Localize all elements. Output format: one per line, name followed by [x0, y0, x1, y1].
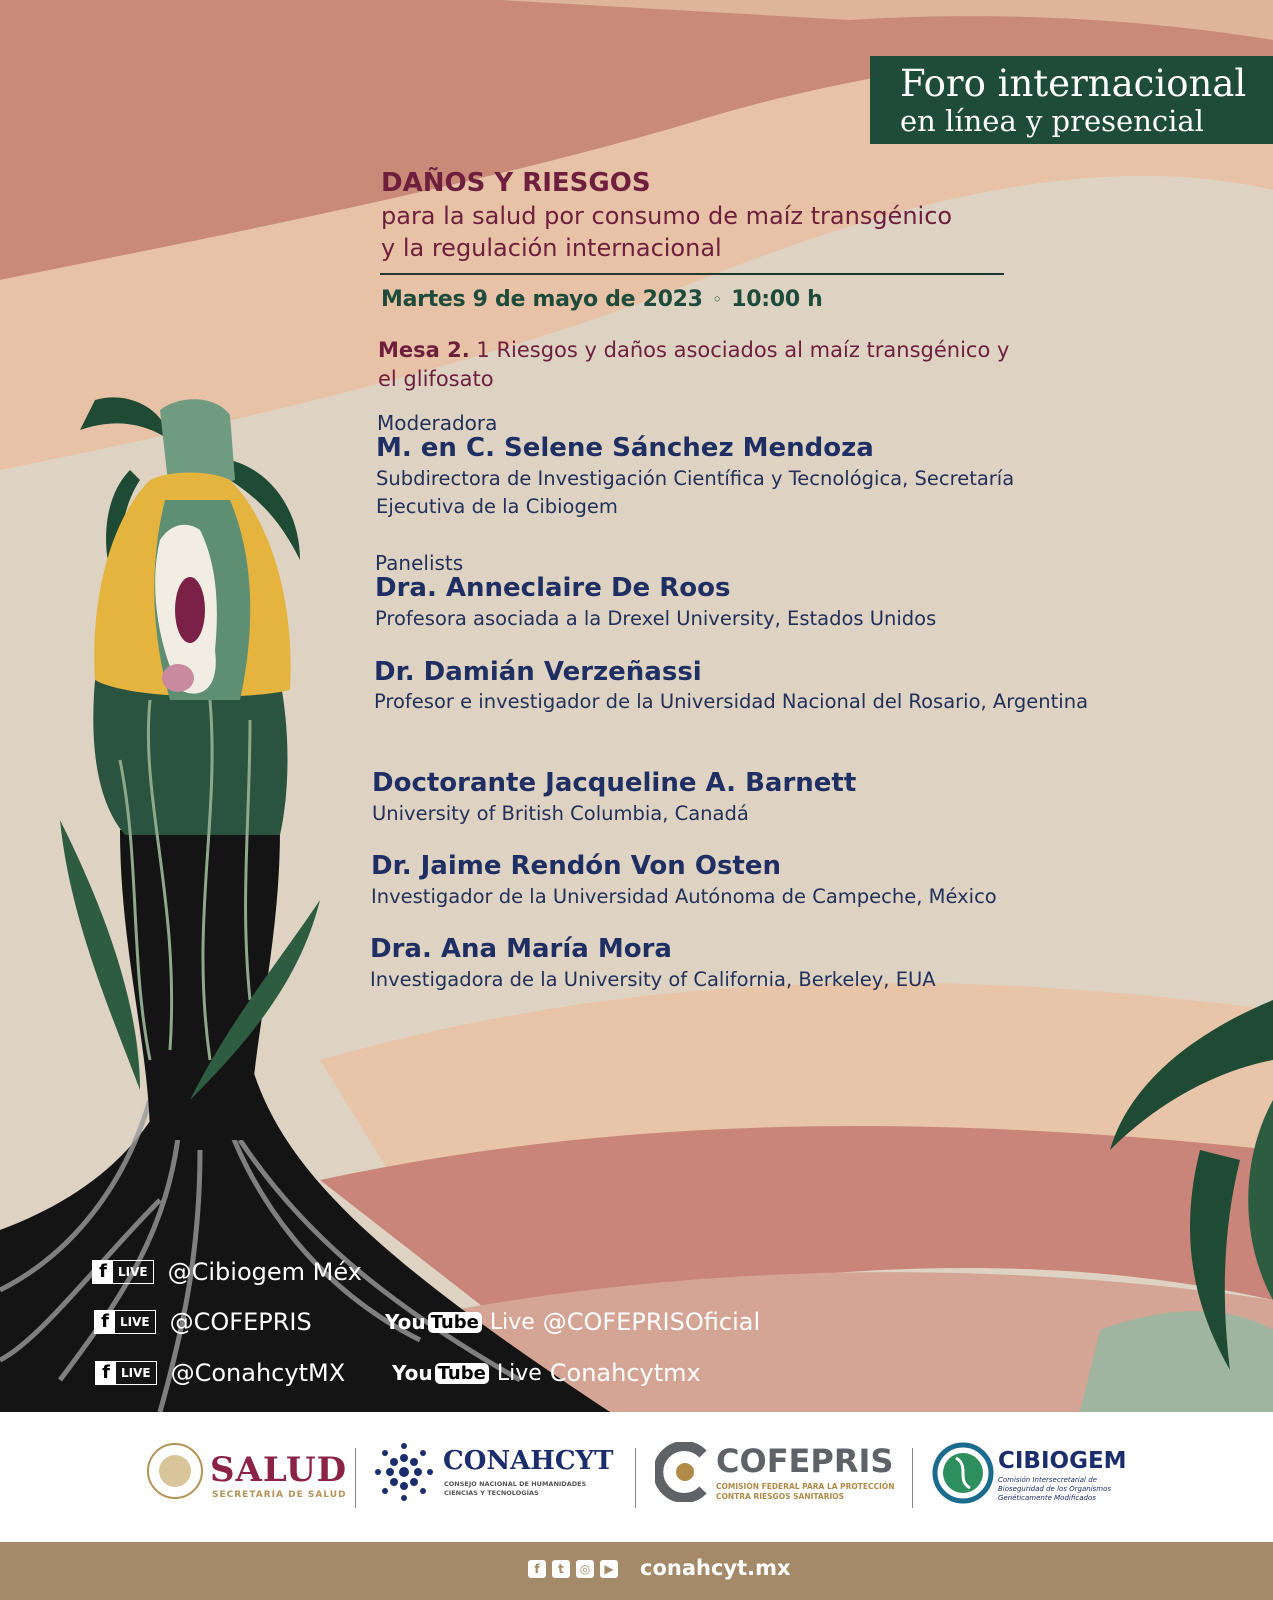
panelist-name: Dr. Jaime Rendón Von Osten	[371, 851, 782, 881]
logo-divider	[355, 1448, 356, 1508]
facebook-live-cofepris[interactable]	[94, 1308, 312, 1336]
event-time: 10:00 h	[731, 287, 823, 312]
salud-logo: SALUD	[210, 1450, 348, 1490]
instagram-icon[interactable]: ◎	[576, 1560, 594, 1578]
facebook-live-cibiogem[interactable]	[92, 1258, 362, 1286]
panelist-description: Profesor e investigador de la Universidad Nacional del Rosario, Argentina	[374, 690, 1089, 713]
youtube-handle[interactable]: Conahcytmx	[549, 1359, 701, 1387]
youtube-icon: You Tube Live	[385, 1309, 535, 1335]
cofepris-logo-subtitle: COMISIÓN FEDERAL PARA LA PROTECCIÓN CONTRA RIESGOS SANITARIOS	[716, 1482, 895, 1501]
footer-website-link[interactable]: conahcyt.mx	[640, 1556, 791, 1580]
moderator-name: M. en C. Selene Sánchez Mendoza	[376, 433, 874, 463]
moderator-role: Moderadora	[377, 411, 498, 435]
mexico-coat-of-arms-icon	[146, 1442, 204, 1500]
event-subtitle-line-1: para la salud por consumo de maíz transgénico	[381, 202, 953, 230]
panelist-description: Profesora asociada a la Drexel University, Estados Unidos	[375, 607, 937, 630]
facebook-live-icon: f LIVE	[92, 1260, 154, 1284]
facebook-handle[interactable]: @COFEPRIS	[169, 1308, 312, 1336]
twitter-icon[interactable]: t	[552, 1560, 570, 1578]
footer-social-icons	[528, 1560, 618, 1578]
title-divider	[380, 273, 1004, 275]
cofepris-emblem-icon	[655, 1442, 711, 1502]
facebook-live-icon: f LIVE	[94, 1310, 156, 1334]
footer-bar	[0, 1542, 1273, 1600]
panelist-description: University of British Columbia, Canadá	[372, 802, 749, 825]
facebook-live-conahcyt[interactable]	[95, 1359, 345, 1387]
panelist-name: Dra. Anneclaire De Roos	[375, 573, 731, 603]
panel-topic-text: 1 Riesgos y daños asociados al maíz transgénico y el glifosato	[378, 338, 1010, 391]
badge-line-2: en línea y presencial	[900, 104, 1204, 138]
event-subtitle	[381, 200, 1021, 264]
panelist-description: Investigador de la Universidad Autónoma de Campeche, México	[371, 885, 997, 908]
youtube-live-cofepris[interactable]	[385, 1308, 760, 1336]
panel-topic	[378, 336, 1018, 394]
youtube-icon: You Tube Live	[392, 1360, 542, 1386]
panel-topic-label: Mesa 2.	[378, 338, 470, 362]
panelist-name: Doctorante Jacqueline A. Barnett	[372, 768, 857, 798]
moderator-description: Subdirectora de Investigación Científica y Tecnológica, Secretaría Ejecutiva de la Cibiogem	[376, 467, 1015, 518]
logo-divider	[635, 1448, 636, 1508]
event-datetime	[381, 287, 823, 312]
facebook-handle[interactable]: @Cibiogem Méx	[167, 1258, 362, 1286]
logo-divider	[912, 1448, 913, 1508]
youtube-handle[interactable]: @COFEPRISOficial	[542, 1308, 761, 1336]
conahcyt-emblem-icon	[374, 1442, 434, 1502]
youtube-live-conahcyt[interactable]	[392, 1359, 701, 1387]
youtube-icon[interactable]: ▶	[600, 1560, 618, 1578]
panelist-name: Dra. Ana María Mora	[370, 934, 672, 964]
cibiogem-logo: CIBIOGEM	[998, 1448, 1127, 1474]
event-title: DAÑOS Y RIESGOS	[381, 168, 651, 198]
event-format-badge	[870, 56, 1273, 144]
facebook-icon[interactable]: f	[528, 1560, 546, 1578]
panelist-description: Investigadora de la University of California, Berkeley, EUA	[370, 968, 936, 991]
event-date: Martes 9 de mayo de 2023	[381, 287, 703, 312]
datetime-separator: ◦	[712, 292, 722, 308]
panelists-label: Panelists	[375, 551, 464, 575]
cibiogem-emblem-icon	[932, 1442, 994, 1504]
facebook-handle[interactable]: @ConahcytMX	[170, 1359, 346, 1387]
event-subtitle-line-2: y la regulación internacional	[381, 234, 722, 262]
salud-logo-subtitle: SECRETARÍA DE SALUD	[212, 1490, 347, 1500]
cibiogem-logo-subtitle: Comisión Intersecretarial de Bioseguridad de los Organismos Genéticamente Modificados	[998, 1476, 1112, 1502]
sponsor-logos-strip	[0, 1412, 1273, 1542]
cofepris-logo: COFEPRIS	[716, 1442, 894, 1480]
panelist-name: Dr. Damián Verzeñassi	[374, 657, 702, 687]
conahcyt-logo-subtitle: CONSEJO NACIONAL DE HUMANIDADES CIENCIAS Y TECNOLOGÍAS	[444, 1480, 587, 1497]
facebook-live-icon: f LIVE	[95, 1361, 157, 1385]
badge-line-1: Foro internacional	[900, 62, 1247, 105]
conahcyt-logo: CONAHCYT	[443, 1446, 614, 1476]
